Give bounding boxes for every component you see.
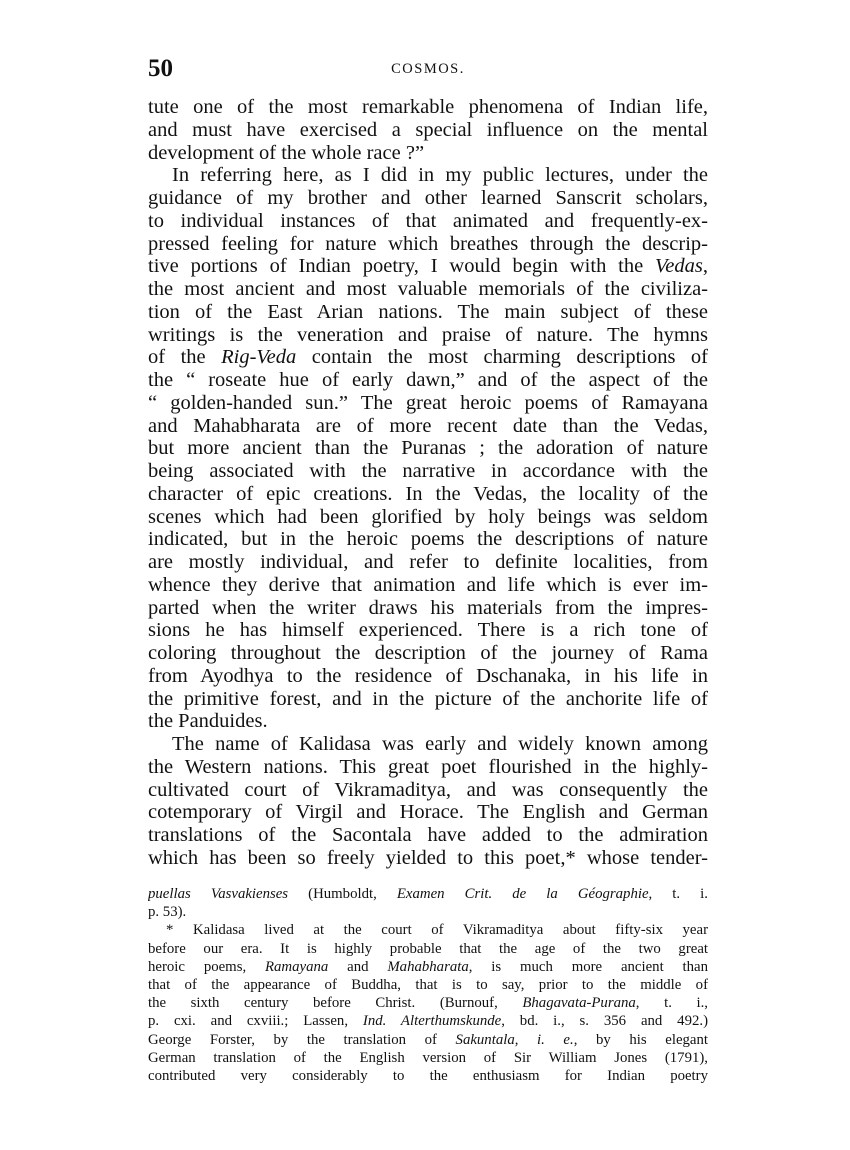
text-line: are mostly individual, and refer to definite localities, from [148, 551, 708, 573]
text-line: writings is the veneration and praise of nature. The hymns [148, 323, 708, 346]
text-line: and must have exercised a special influence on the mental [148, 118, 708, 141]
text-line: which has been so freely yielded to this poet,* whose tender- [148, 846, 708, 869]
footnote-line: puellas Vasvakienses (Humboldt, Examen Crit. de la Géographie, t. i. [148, 886, 708, 902]
text-line: sions he has himself experienced. There is a rich tone of [148, 619, 708, 642]
text-line: guidance of my brother and other learned Sanscrit scholars, [148, 187, 708, 209]
text-line: scenes which had been glorified by holy beings was seldom [148, 505, 708, 528]
text-line: parted when the writer draws his materials from the impres- [148, 596, 708, 619]
text-line: being associated with the narrative in accordance with the [148, 460, 708, 482]
footnote-line: German translation of the English version of Sir William Jones (1791), [148, 1049, 708, 1066]
footnote-line: heroic poems, Ramayana and Mahabharata, is much more ancient than [148, 958, 708, 975]
text-line: indicated, but in the heroic poems the descriptions of nature [148, 528, 708, 551]
text-line: tion of the East Arian nations. The main subject of these [148, 300, 708, 323]
text-line: In referring here, as I did in my public lectures, under the [172, 164, 708, 187]
page-header [148, 52, 708, 86]
text-line: development of the whole race ?” [148, 141, 425, 164]
footnote-line: that of the appearance of Buddha, that is to say, prior to the middle of [148, 976, 708, 993]
text-line: character of epic creations. In the Vedas, the locality of the [148, 482, 708, 505]
text-line: translations of the Sacontala have added to the admiration [148, 824, 708, 846]
text-line: the Panduides. [148, 710, 268, 733]
text-line: to individual instances of that animated and frequently-ex- [148, 209, 708, 232]
text-line: cotemporary of Virgil and Horace. The English and German [148, 801, 708, 824]
footnote-line: George Forster, by the translation of Sakuntala, i. e., by his elegant [148, 1031, 708, 1048]
text-line: the Western nations. This great poet flourished in the highly- [148, 755, 708, 778]
text-line: of the Rig-Veda contain the most charming descriptions of [148, 346, 708, 369]
footnote-line: the sixth century before Christ. (Burnouf, Bhagavata-Purana, t. i., [148, 995, 708, 1012]
running-title: COSMOS. [391, 61, 465, 77]
text-line: the most ancient and most valuable memorials of the civiliza- [148, 278, 708, 300]
text-line: the primitive forest, and in the picture of the anchorite life of [148, 687, 708, 710]
text-line: The name of Kalidasa was early and widely known among [172, 733, 708, 755]
text-line: but more ancient than the Puranas ; the adoration of nature [148, 437, 708, 460]
footnote-line: before our era. It is highly probable that the age of the two great [148, 940, 708, 957]
body-text [148, 96, 708, 870]
text-line: whence they derive that animation and life which is ever im- [148, 573, 708, 596]
text-line: and Mahabharata are of more recent date than the Vedas, [148, 414, 708, 437]
page-number: 50 [148, 55, 173, 82]
footnote-line: * Kalidasa lived at the court of Vikramaditya about fifty-six year [166, 922, 708, 939]
text-line: tute one of the most remarkable phenomena of Indian life, [148, 96, 708, 118]
footnote-line: contributed very considerably to the enthusiasm for Indian poetry [148, 1067, 708, 1084]
text-line: tive portions of Indian poetry, I would begin with the Vedas, [148, 255, 708, 278]
text-line: the “ roseate hue of early dawn,” and of the aspect of the [148, 369, 708, 391]
text-line: from Ayodhya to the residence of Dschanaka, in his life in [148, 664, 708, 687]
text-line: cultivated court of Vikramaditya, and was consequently the [148, 778, 708, 801]
footnotes [148, 885, 708, 1085]
text-line: coloring throughout the description of the journey of Rama [148, 642, 708, 664]
footnote-line: p. 53). [148, 904, 187, 921]
text-line: “ golden-handed sun.” The great heroic poems of Ramayana [148, 391, 708, 414]
text-line: pressed feeling for nature which breathes through the descrip- [148, 232, 708, 255]
footnote-line: p. cxi. and cxviii.; Lassen, Ind. Alterthumskunde, bd. i., s. 356 and 492.) [148, 1013, 708, 1030]
